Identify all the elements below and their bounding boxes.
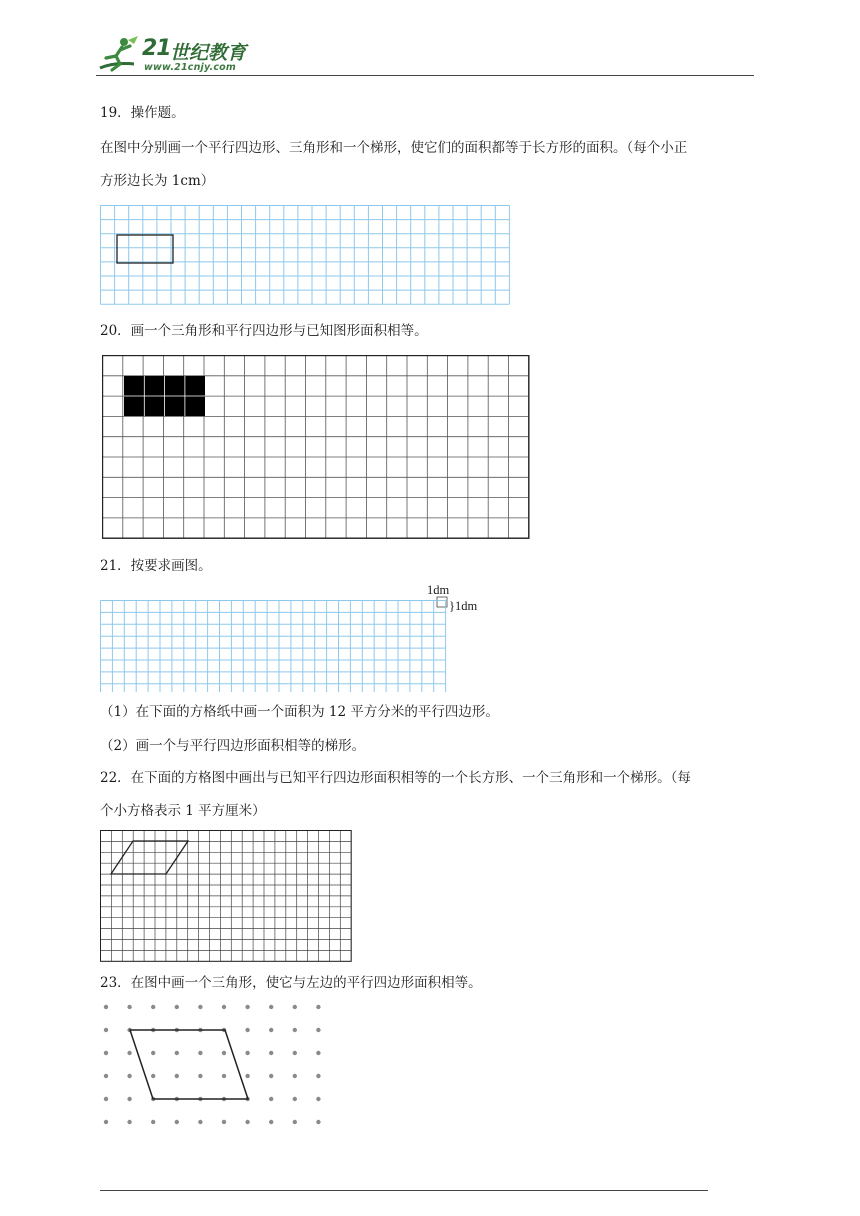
q22-line1: 22．在下面的方格图中画出与已知平行四边形面积相等的一个长方形、一个三角形和一个梯形。（每 [100, 770, 691, 786]
q22-grid [100, 830, 352, 963]
grid-dot [198, 1005, 202, 1009]
grid-dot [127, 1005, 131, 1009]
q23-title: 23．在图中画一个三角形，使它与左边的平行四边形面积相等。 [100, 975, 482, 991]
q21-title: 21．按要求画图。 [100, 558, 212, 574]
grid-dot [269, 1005, 273, 1009]
q21-sub1: （1）在下面的方格纸中画一个面积为 12 平方分米的平行四边形。 [100, 704, 499, 720]
q21-sub2: （2）画一个与平行四边形面积相等的梯形。 [100, 738, 366, 754]
grid-dot [151, 1074, 155, 1078]
grid-dot [127, 1097, 131, 1101]
grid-dot [127, 1120, 131, 1124]
grid-dot [175, 1074, 179, 1078]
grid-dot [222, 1005, 226, 1009]
grid-dot [293, 1051, 297, 1055]
grid-dot [269, 1074, 273, 1078]
grid-dot [316, 1074, 320, 1078]
runner-logo-icon [94, 34, 142, 76]
grid-dot [245, 1074, 249, 1078]
q23-dot-grid [95, 995, 335, 1135]
q21-unit-top: 1dm [427, 583, 450, 597]
grid-dot [198, 1120, 202, 1124]
site-logo [94, 34, 264, 76]
grid-dot [316, 1005, 320, 1009]
grid-dot [316, 1028, 320, 1032]
grid-dot [269, 1028, 273, 1032]
grid-dot [104, 1074, 108, 1078]
q19-given-rectangle [117, 235, 173, 263]
q21-grid [100, 600, 449, 692]
header-rule [96, 75, 754, 76]
grid-dot [316, 1120, 320, 1124]
grid-dot [104, 1051, 108, 1055]
grid-dot [104, 1097, 108, 1101]
grid-dot [151, 1005, 155, 1009]
grid-dot [104, 1120, 108, 1124]
grid-dot [151, 1120, 155, 1124]
logo-url: www.21cnjy.com [144, 62, 236, 73]
q23-given-parallelogram [130, 1030, 248, 1099]
grid-dot [175, 1005, 179, 1009]
grid-dot [269, 1120, 273, 1124]
grid-dot [104, 1005, 108, 1009]
grid-dot [222, 1120, 226, 1124]
grid-dot [222, 1074, 226, 1078]
grid-dot [222, 1051, 226, 1055]
grid-dot [269, 1097, 273, 1101]
grid-dot [245, 1028, 249, 1032]
grid-dot [127, 1051, 131, 1055]
grid-dot [104, 1028, 108, 1032]
logo-number: 21 [142, 36, 171, 61]
grid-dot [316, 1051, 320, 1055]
grid-dot [293, 1074, 297, 1078]
grid-dot [245, 1120, 249, 1124]
grid-dot [127, 1074, 131, 1078]
grid-dot [293, 1097, 297, 1101]
grid-dot [198, 1074, 202, 1078]
footer-rule [100, 1190, 708, 1191]
grid-dot [151, 1051, 155, 1055]
q21-unit-side: }1dm [449, 599, 478, 613]
grid-dot [269, 1051, 273, 1055]
q19-grid [100, 205, 514, 306]
grid-dot [293, 1028, 297, 1032]
q22-line2: 个小方格表示 1 平方厘米） [100, 803, 266, 819]
grid-dot [175, 1051, 179, 1055]
q19-title: 19．操作题。 [100, 105, 185, 121]
grid-dot [293, 1120, 297, 1124]
grid-dot [245, 1005, 249, 1009]
grid-dot [293, 1005, 297, 1009]
q20-grid [102, 355, 534, 539]
grid-dot [198, 1051, 202, 1055]
grid-dot [245, 1051, 249, 1055]
q19-line2: 方形边长为 1cm） [100, 173, 215, 189]
q19-line1: 在图中分别画一个平行四边形、三角形和一个梯形，使它们的面积都等于长方形的面积。（每个小正 [100, 140, 688, 156]
q20-title: 20．画一个三角形和平行四边形与已知图形面积相等。 [100, 323, 428, 339]
grid-dot [175, 1120, 179, 1124]
grid-dot [316, 1097, 320, 1101]
logo-text: 世纪教育 [170, 42, 247, 64]
